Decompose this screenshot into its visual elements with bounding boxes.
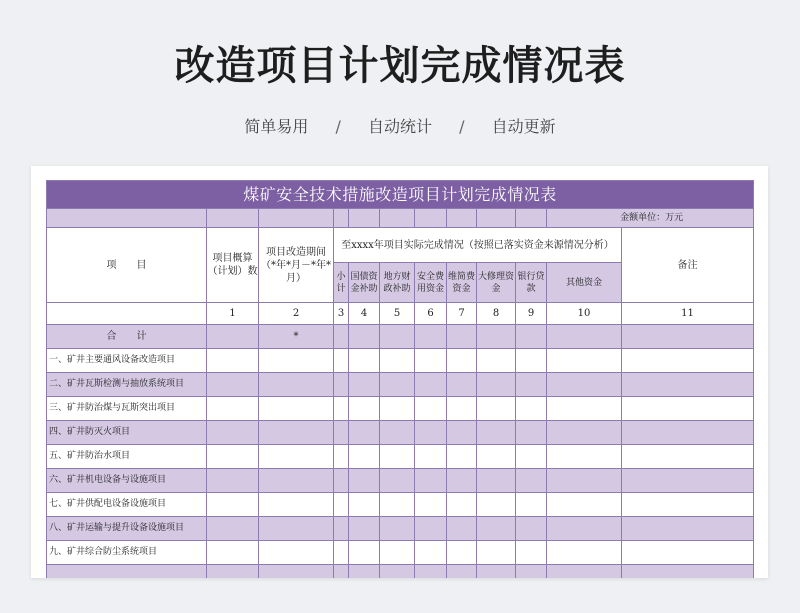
table-cell[interactable] (259, 541, 334, 565)
table-cell[interactable] (349, 445, 380, 469)
table-cell[interactable] (516, 325, 547, 349)
table-cell[interactable] (349, 397, 380, 421)
subtitle-item: 自动统计 (367, 117, 432, 136)
table-cell[interactable] (259, 517, 334, 541)
table-cell[interactable] (547, 349, 622, 373)
table-cell[interactable] (415, 469, 447, 493)
table-cell[interactable] (349, 493, 380, 517)
table-cell[interactable] (415, 421, 447, 445)
table-cell[interactable] (447, 349, 477, 373)
table-cell[interactable] (622, 421, 754, 445)
spreadsheet-preview-card (31, 166, 768, 578)
table-cell[interactable] (447, 445, 477, 469)
table-cell[interactable] (415, 565, 447, 579)
table-cell[interactable] (477, 541, 516, 565)
table-cell[interactable] (622, 349, 754, 373)
table-cell[interactable] (334, 397, 349, 421)
table-cell[interactable] (622, 325, 754, 349)
table-cell[interactable] (380, 397, 415, 421)
table-cell[interactable] (477, 493, 516, 517)
table-cell[interactable] (547, 469, 622, 493)
table-cell[interactable] (349, 373, 380, 397)
table-cell[interactable] (477, 349, 516, 373)
blank-cell (380, 209, 415, 228)
table-cell[interactable] (380, 445, 415, 469)
blank-cell (207, 209, 259, 228)
table-cell[interactable] (207, 349, 259, 373)
plan-completion-table (46, 180, 754, 578)
table-cell[interactable] (447, 373, 477, 397)
table-cell[interactable] (334, 349, 349, 373)
project-row-label: 二、矿井瓦斯检测与抽放系统项目 (47, 373, 207, 397)
table-cell[interactable] (547, 541, 622, 565)
table-cell[interactable] (207, 325, 259, 349)
column-number: 1 (207, 303, 259, 325)
table-cell[interactable] (477, 397, 516, 421)
table-cell[interactable] (334, 325, 349, 349)
table-cell[interactable] (622, 373, 754, 397)
table-cell[interactable] (207, 421, 259, 445)
table-cell[interactable] (516, 493, 547, 517)
table-cell[interactable] (380, 541, 415, 565)
table-cell[interactable] (334, 373, 349, 397)
header-budget: 项目概算（计划）数 (207, 228, 259, 303)
table-cell[interactable] (415, 493, 447, 517)
table-cell[interactable] (380, 421, 415, 445)
header-major-repair-fund: 大修理资金 (477, 263, 516, 303)
spreadsheet (46, 180, 753, 578)
project-row-label: 五、矿井防治水项目 (47, 445, 207, 469)
table-cell[interactable] (207, 493, 259, 517)
table-cell[interactable] (447, 541, 477, 565)
column-number: 8 (477, 303, 516, 325)
table-cell[interactable] (447, 325, 477, 349)
table-cell[interactable] (415, 541, 447, 565)
table-cell[interactable] (380, 493, 415, 517)
table-cell[interactable] (349, 517, 380, 541)
table-cell[interactable] (349, 565, 380, 579)
project-row-label: 八、矿井运输与提升设备设施项目 (47, 517, 207, 541)
table-cell[interactable] (415, 349, 447, 373)
total-label: 合 计 (47, 325, 207, 349)
table-cell[interactable] (547, 565, 622, 579)
table-cell[interactable] (516, 421, 547, 445)
column-number: 2 (259, 303, 334, 325)
table-cell[interactable] (477, 421, 516, 445)
table-cell[interactable] (207, 517, 259, 541)
blank-cell (516, 209, 547, 228)
table-cell[interactable] (334, 541, 349, 565)
subtitle-separator: / (335, 117, 341, 136)
project-row-label: 三、矿井防治煤与瓦斯突出项目 (47, 397, 207, 421)
table-cell[interactable] (334, 493, 349, 517)
table-cell[interactable] (477, 565, 516, 579)
header-actual-completion: 至xxxx年项目实际完成情况（按照已落实资金来源情况分析） (334, 228, 622, 263)
table-cell[interactable] (259, 421, 334, 445)
blank-cell (477, 209, 516, 228)
table-cell[interactable] (622, 517, 754, 541)
table-cell[interactable] (334, 469, 349, 493)
blank-cell (415, 209, 447, 228)
page-subtitle (0, 114, 800, 137)
total-period[interactable]: * (259, 325, 334, 349)
header-item: 项 目 (47, 228, 207, 303)
table-cell[interactable] (207, 541, 259, 565)
table-cell[interactable] (622, 397, 754, 421)
table-cell[interactable] (547, 493, 622, 517)
table-cell[interactable] (259, 349, 334, 373)
table-cell[interactable] (415, 517, 447, 541)
blank-cell (47, 303, 207, 325)
table-cell[interactable] (207, 397, 259, 421)
blank-row-label (47, 565, 207, 579)
table-cell[interactable] (447, 493, 477, 517)
table-cell[interactable] (334, 565, 349, 579)
column-number: 7 (447, 303, 477, 325)
table-cell[interactable] (547, 373, 622, 397)
table-cell[interactable] (622, 445, 754, 469)
project-row-label: 四、矿井防灭火项目 (47, 421, 207, 445)
table-cell[interactable] (547, 421, 622, 445)
table-cell[interactable] (516, 349, 547, 373)
table-cell[interactable] (380, 517, 415, 541)
header-other-fund: 其他资金 (547, 263, 622, 303)
table-cell[interactable] (349, 325, 380, 349)
table-cell[interactable] (380, 469, 415, 493)
table-cell[interactable] (415, 397, 447, 421)
table-cell[interactable] (380, 565, 415, 579)
column-number: 9 (516, 303, 547, 325)
header-subtotal: 小计 (334, 263, 349, 303)
table-cell[interactable] (516, 565, 547, 579)
header-bank-loan: 银行贷款 (516, 263, 547, 303)
header-local-finance: 地方财政补助 (380, 263, 415, 303)
blank-cell (47, 209, 207, 228)
table-cell[interactable] (477, 517, 516, 541)
header-national-debt: 国债资金补助 (349, 263, 380, 303)
table-cell[interactable] (259, 493, 334, 517)
blank-cell (334, 209, 349, 228)
table-cell[interactable] (259, 565, 334, 579)
table-cell[interactable] (259, 469, 334, 493)
page-title: 改造项目计划完成情况表 (174, 43, 626, 89)
column-number: 11 (622, 303, 754, 325)
table-cell[interactable] (259, 373, 334, 397)
blank-cell (259, 209, 334, 228)
table-cell[interactable] (380, 349, 415, 373)
table-cell[interactable] (415, 445, 447, 469)
amount-unit-label: 金额单位：万元 (547, 209, 754, 228)
column-number: 6 (415, 303, 447, 325)
table-cell[interactable] (349, 421, 380, 445)
subtitle-item: 简单易用 (244, 117, 309, 136)
table-cell[interactable] (349, 349, 380, 373)
column-number: 4 (349, 303, 380, 325)
table-cell[interactable] (334, 445, 349, 469)
table-cell[interactable] (547, 325, 622, 349)
subtitle-item: 自动更新 (491, 117, 556, 136)
table-cell[interactable] (547, 397, 622, 421)
blank-cell (447, 209, 477, 228)
table-cell[interactable] (477, 469, 516, 493)
header-safety-fund: 安全费用资金 (415, 263, 447, 303)
header-period: 项目改造期间（*年*月－*年*月） (259, 228, 334, 303)
table-cell[interactable] (207, 469, 259, 493)
table-cell[interactable] (477, 325, 516, 349)
table-cell[interactable] (380, 373, 415, 397)
blank-cell (349, 209, 380, 228)
table-cell[interactable] (207, 373, 259, 397)
table-cell[interactable] (516, 373, 547, 397)
subtitle-separator: / (459, 117, 465, 136)
project-row-label: 六、矿井机电设备与设施项目 (47, 469, 207, 493)
table-cell[interactable] (477, 373, 516, 397)
table-cell[interactable] (349, 541, 380, 565)
table-cell[interactable] (447, 469, 477, 493)
table-cell[interactable] (415, 325, 447, 349)
project-row-label: 七、矿井供配电设备设施项目 (47, 493, 207, 517)
column-number: 10 (547, 303, 622, 325)
table-cell[interactable] (622, 469, 754, 493)
table-cell[interactable] (447, 421, 477, 445)
table-cell[interactable] (622, 565, 754, 579)
table-cell[interactable] (259, 397, 334, 421)
table-cell[interactable] (516, 541, 547, 565)
header-remarks: 备注 (622, 228, 754, 303)
table-cell[interactable] (622, 541, 754, 565)
table-cell[interactable] (547, 445, 622, 469)
table-cell[interactable] (547, 517, 622, 541)
table-cell[interactable] (334, 517, 349, 541)
table-cell[interactable] (516, 469, 547, 493)
table-cell[interactable] (447, 397, 477, 421)
column-number: 5 (380, 303, 415, 325)
header-maintenance-fund: 维简费资金 (447, 263, 477, 303)
table-cell[interactable] (415, 373, 447, 397)
project-row-label: 一、矿井主要通风设备改造项目 (47, 349, 207, 373)
table-cell[interactable] (477, 445, 516, 469)
sheet-title: 煤矿安全技术措施改造项目计划完成情况表 (47, 181, 754, 209)
table-cell[interactable] (259, 445, 334, 469)
table-cell[interactable] (349, 469, 380, 493)
table-cell[interactable] (380, 325, 415, 349)
table-cell[interactable] (516, 397, 547, 421)
table-cell[interactable] (334, 421, 349, 445)
table-cell[interactable] (207, 565, 259, 579)
table-cell[interactable] (207, 445, 259, 469)
column-number: 3 (334, 303, 349, 325)
table-cell[interactable] (622, 493, 754, 517)
table-cell[interactable] (516, 517, 547, 541)
table-cell[interactable] (447, 565, 477, 579)
project-row-label: 九、矿井综合防尘系统项目 (47, 541, 207, 565)
table-cell[interactable] (447, 517, 477, 541)
table-cell[interactable] (516, 445, 547, 469)
